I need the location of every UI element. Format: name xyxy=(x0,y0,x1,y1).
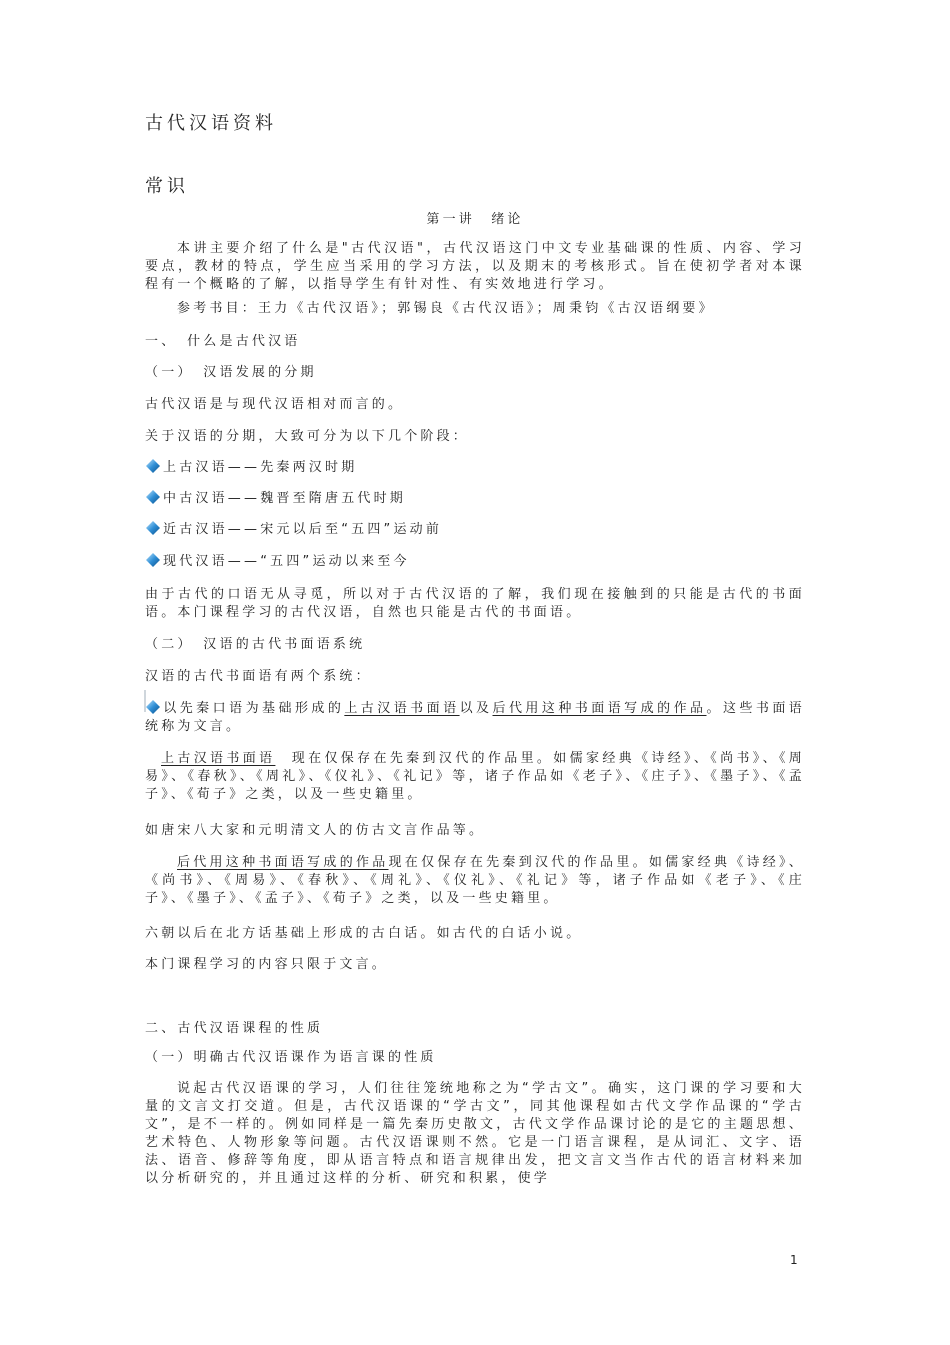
diamond-bullet-icon xyxy=(145,489,161,505)
period-label: 现代汉语——“五四”运动以来至今 xyxy=(163,554,410,569)
heading-what-is: 一、 什么是古代汉语 xyxy=(145,334,301,349)
subheading-periods: （一） 汉语发展的分期 xyxy=(145,365,317,380)
period-label: 近古汉语——宋元以后至“五四”运动前 xyxy=(163,522,443,537)
heading-course-nature: 二、古代汉语课程的性质 xyxy=(145,1021,324,1036)
term-later-works: 后代用这种书面语写成的作品 xyxy=(177,855,389,870)
term-ancient-written: 上古汉语书面语 xyxy=(161,751,276,766)
period-label: 上古汉语——先秦两汉时期 xyxy=(163,460,358,475)
paragraph-written-language: 由于古代的口语无从寻觅，所以对于古代汉语的了解，我们现在接触到的只能是古代的书面语。本门课程学习的古代汉语，自然也只能是古代的书面语。 xyxy=(145,587,805,620)
paragraph-two-systems: 汉语的古代书面语有两个系统： xyxy=(145,669,372,684)
subheading-written-system: （二） 汉语的古代书面语系统 xyxy=(145,637,366,652)
link-later-works: 后代用这种书面语写成的作品 xyxy=(492,701,707,716)
diamond-bullet-icon xyxy=(145,699,161,715)
paragraph-periods-intro: 关于汉语的分期，大致可分为以下几个阶段： xyxy=(145,429,470,444)
diamond-bullet-icon xyxy=(145,552,161,568)
paragraph-later-works: 后代用这种书面语写成的作品现在仅保存在先秦到汉代的作品里。如儒家经典《诗经》、《尚书》、《周易》、《春秋》、《周礼》、《仪礼》、《礼记》等，诸子作品如《老子》、《庄子》、《墨子》、《孟子》、《荀子》之类，以及一些史籍里。 xyxy=(145,855,805,906)
paragraph-relative: 古代汉语是与现代汉语相对而言的。 xyxy=(145,397,405,412)
link-ancient-written: 上古汉语书面语 xyxy=(344,701,460,716)
paragraph-systems-detail: 以先秦口语为基础形成的上古汉语书面语以及后代用这种书面语写成的作品。这些书面语统称为文言。 xyxy=(145,701,806,734)
section-label: 常识 xyxy=(145,176,189,197)
paragraph-scope: 本门课程学习的内容只限于文言。 xyxy=(145,957,389,972)
paragraph-imitation: 如唐宋八大家和元明清文人的仿古文言作品等。 xyxy=(145,823,486,838)
diamond-bullet-icon xyxy=(145,520,161,536)
list-item xyxy=(145,520,805,539)
list-item xyxy=(145,552,805,571)
reference-books: 参考书目：王力《古代汉语》；郭锡良《古代汉语》；周秉钧《古汉语纲要》 xyxy=(177,301,715,316)
paragraph-course-nature: 说起古代汉语课的学习，人们往往笼统地称之为“学古文”。确实，这门课的学习要和大量的文言文打交道。但是，古代汉语课的“学古文”，同其他课程如古代文学作品课的“学古文”，是不一样的。例如同样是一篇先秦历史散文，古代文学作品课讨论的是它的主题思想、艺术特色、人物形象等问题。古代汉语课则不然。它是一门语言课程，是从词汇、文字、语法、语音、修辞等角度，即从语言特点和语言规律出发，把文言文当作古代的语言材料来加以分析研究的，并且通过这样的分析、研究和积累，使学 xyxy=(145,1081,805,1186)
diamond-bullet-icon xyxy=(145,458,161,474)
period-label: 中古汉语——魏晋至隋唐五代时期 xyxy=(163,491,407,506)
page-number: 1 xyxy=(790,1253,798,1267)
paragraph-ancient-written: 上古汉语书面语 现在仅保存在先秦到汉代的作品里。如儒家经典《诗经》、《尚书》、《周易》、《春秋》、《周礼》、《仪礼》、《礼记》等，诸子作品如《老子》、《庄子》、《墨子》、《孟子》、《荀子》之类，以及一些史籍里。 xyxy=(145,751,805,802)
document-title: 古代汉语资料 xyxy=(145,113,277,134)
paragraph-vernacular: 六朝以后在北方话基础上形成的古白话。如古代的白话小说。 xyxy=(145,926,583,941)
list-item xyxy=(145,489,805,508)
list-item xyxy=(145,458,805,477)
subheading-language-course: （一）明确古代汉语课作为语言课的性质 xyxy=(145,1050,437,1065)
intro-paragraph: 本讲主要介绍了什么是"古代汉语"，古代汉语这门中文专业基础课的性质、内容、学习要点，教材的特点，学生应当采用的学习方法，以及期末的考核形式。旨在使初学者对本课程有一个概略的了解，以指导学生有针对性、有实效地进行学习。 xyxy=(145,241,805,292)
lecture-title: 第一讲 绪论 xyxy=(426,212,524,227)
